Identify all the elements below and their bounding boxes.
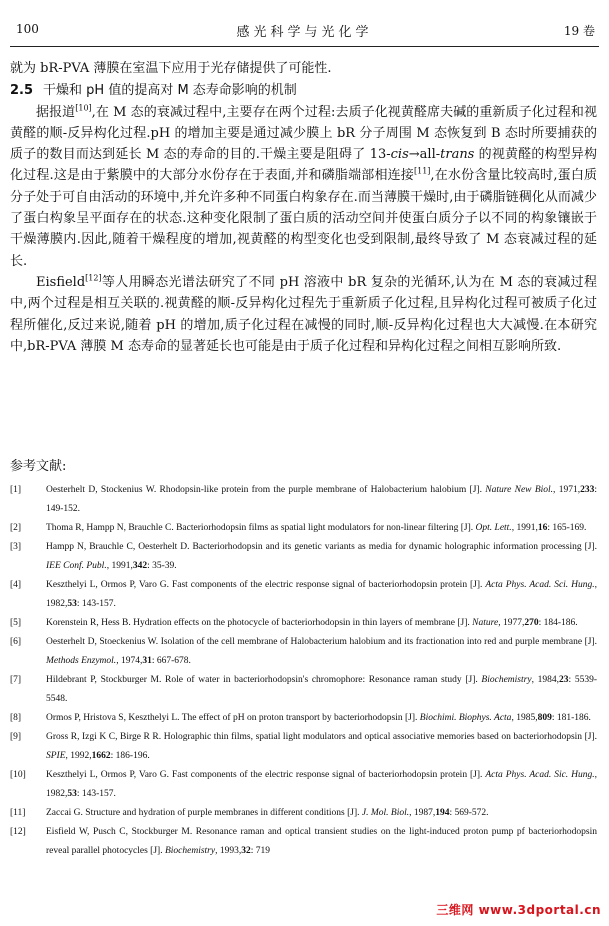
reference-text: Oesterhelt D, Stoeckenius W. Isolation of the cell membrane of Halobacterium halobium and its fractionation into red and purple membrane [J]. (46, 637, 597, 647)
running-header (10, 18, 599, 47)
journal-name: 感光科学与光化学 (236, 25, 373, 40)
reference-item (10, 823, 597, 861)
reference-number: [8] (10, 713, 22, 723)
reference-volume: 53 (67, 599, 77, 609)
reference-number: [10] (10, 770, 26, 780)
reference-text: Hildebrant P, Stockburger M. Role of water in bacteriorhodopsin's chromophore: Resonance raman study [J]. (46, 675, 478, 685)
reference-item (10, 671, 597, 709)
reference-journal: Acta Phys. Acad. Sic. Hung. (485, 770, 595, 780)
reference-year: , 1985, (511, 713, 538, 723)
reference-number: [5] (10, 618, 22, 628)
reference-text: Eisfield W, Pusch C, Stockburger M. Resonance raman and optical transient studies on the light-induced proton pump pf bacteriorhodopsin reveal parallel photocycles [J]. (46, 827, 597, 856)
reference-number: [12] (10, 827, 26, 837)
references-title: 参考文献: (10, 459, 67, 474)
reference-journal: Nature (472, 618, 499, 628)
reference-item (10, 538, 597, 576)
reference-number: [1] (10, 485, 22, 495)
reference-number: [11] (10, 808, 26, 818)
reference-volume: 23 (559, 675, 569, 685)
reference-text: Gross R, Izgi K C, Birge R R. Holographic thin films, spatial light modulators and optical associative memories based on bacteriorhodopsin [J]. (46, 732, 597, 742)
reference-item (10, 481, 597, 519)
section-title: 干燥和 pH 值的提高对 M 态寿命影响的机制 (43, 83, 297, 99)
article-body (10, 58, 597, 357)
reference-pages: : 5539-5548. (46, 675, 597, 704)
section-heading (10, 80, 597, 101)
cis-term: cis (390, 147, 409, 163)
reference-text: Korenstein R, Hess B. Hydration effects on the photocycle of bacteriorhodopsin in thin layers of membrane [J]. (46, 618, 470, 628)
reference-journal: Biochemistry (164, 846, 216, 856)
reference-year: , 1987, (409, 808, 436, 818)
reference-volume: 270 (524, 618, 539, 628)
citation-12: [12] (85, 273, 102, 283)
reference-pages: : 149-152. (46, 485, 598, 514)
reference-item (10, 614, 597, 633)
watermark: 三维网 www.3dportal.cn (436, 903, 601, 917)
reference-year: , 1982, (46, 770, 597, 799)
reference-item (10, 766, 597, 804)
reference-text: Keszthelyi L, Ormos P, Varo G. Fast components of the electric response signal of bacteriorhodopsin protein [J]. (46, 580, 483, 590)
reference-pages: : 186-196. (110, 751, 150, 761)
reference-number: [9] (10, 732, 22, 742)
reference-journal: IEE Conf. Publ. (46, 561, 107, 571)
paragraph-eisfield: Eisfield[12]等人用瞬态光谱法研究了不同 pH 溶液中 bR 复杂的光循环,认为在 M 态的衰减过程中,两个过程是相互关联的.视黄醛的顺-反异构化过程先于重新质子化过程,且异构化过程可被质子化过程所催化,反过来说,随着 pH 的增加,质子化过程在减慢的同时,顺-反异构化过程也大大减慢.在本研究中,bR-PVA 薄膜 M 态寿命的显著延长也可能是由于质子化过程和异构化过程之间相互影响所致. (10, 273, 597, 354)
reference-volume: 53 (67, 789, 77, 799)
reference-volume: 233 (580, 485, 595, 495)
volume-label: 19 卷 (563, 24, 595, 38)
reference-pages: : 165-169. (547, 523, 587, 533)
reference-volume: 31 (142, 656, 152, 666)
reference-volume: 16 (537, 523, 548, 533)
reference-pages: : 569-572. (449, 808, 489, 818)
reference-number: [7] (10, 675, 22, 685)
reference-list (10, 481, 597, 861)
reference-item (10, 576, 597, 614)
reference-text: Zaccai G. Structure and hydration of purple membranes in different conditions [J]. (46, 808, 360, 818)
reference-item (10, 728, 597, 766)
reference-journal: Nature New Biol. (485, 485, 554, 495)
reference-volume: 32 (241, 846, 251, 856)
reference-journal: Biochimi. Biophys. Acta (419, 713, 512, 723)
reference-pages: : 667-678. (151, 656, 191, 666)
section-number: 2.5 (10, 83, 34, 99)
reference-year: , 1991, (106, 561, 133, 571)
reference-year: , 1974, (116, 656, 143, 666)
reference-number: [6] (10, 637, 22, 647)
reference-text: Thoma R, Hampp N, Brauchle C. Bacteriorhodopsin films as spatial light modulators for non-linear filtering [J]. (46, 523, 474, 533)
reference-year: , 1991, (511, 523, 538, 533)
paragraph-mechanism: 据报道[10],在 M 态的衰减过程中,主要存在两个过程:去质子化视黄醛席夫碱的重新质子化过程和视黄醛的顺-反异构化过程.pH 的增加主要是通过减少膜上 bR 分子周围 M 态恢复到 B 态时所要捕获的质子的数目而达到延长 M 态的寿命的目的.干燥主要是阻碍了 13-cis→all-trans 的视黄醛的构型异构化过程.这是由于紫膜中的大部分水份存在于表面,并和磷脂端部相连接[11],在水份含量比较高时,蛋白质分子处于可自由活动的环境中,并允许多种不同蛋白构象存在.而当薄膜干燥时,由于磷脂链稠化从而减少了蛋白构象呈平面存在的状态.这种变化限制了蛋白质的活动空间并使蛋白质分子以不同的构象镶嵌于干燥薄膜内.因此,随着干燥程度的增加,视黄醛的构型变化也受到限制,最终导致了 M 态衰减过程的延长. (10, 103, 598, 269)
reference-journal: Biochemistry (481, 675, 532, 685)
reference-number: [2] (10, 523, 22, 533)
page-number: 100 (16, 22, 39, 36)
reference-year: , 1984, (531, 675, 559, 685)
reference-journal: Methods Enzymol. (46, 656, 117, 666)
reference-text: Oesterhelt D, Stockenius W. Rhodopsin-like protein from the purple membrane of Halobacterium halobium [J]. (46, 485, 482, 495)
reference-pages: : 184-186. (538, 618, 578, 628)
reference-pages: : 181-186. (551, 713, 591, 723)
reference-item (10, 709, 597, 728)
reference-number: [3] (10, 542, 22, 552)
reference-pages: : 719 (250, 846, 270, 856)
reference-year: , 1971, (553, 485, 581, 495)
reference-journal: SPIE (46, 751, 66, 761)
reference-item (10, 633, 597, 671)
reference-item (10, 519, 597, 538)
reference-year: , 1977, (498, 618, 525, 628)
reference-volume: 342 (132, 561, 148, 571)
reference-year: , 1993, (215, 846, 242, 856)
reference-pages: : 35-39. (147, 561, 177, 571)
reference-pages: : 143-157. (76, 789, 116, 799)
reference-text: Hampp N, Brauchle C, Oesterhelt D. Bacteriorhodopsin and its genetic variants as media for dynamic holographic information processing [J]. (46, 542, 597, 552)
citation-10: [10] (75, 103, 92, 113)
reference-number: [4] (10, 580, 22, 590)
trans-term: trans (440, 147, 475, 163)
citation-11: [11] (414, 167, 431, 177)
reference-year: , 1982, (46, 580, 597, 609)
reference-item (10, 804, 597, 823)
reference-text: Ormos P, Hristova S, Keszthelyi L. The effect of pH on proton transport by bacteriorhodopsin [J]. (46, 713, 418, 723)
reference-volume: 194 (435, 808, 450, 818)
reference-year: , 1992, (65, 751, 92, 761)
reference-journal: J. Mol. Biol. (361, 808, 410, 818)
reference-pages: : 143-157. (76, 599, 116, 609)
reference-journal: Opt. Lett. (475, 523, 512, 533)
reference-text: Keszthelyi L, Ormos P, Varo G. Fast components of the electric response signal of bacteriorhodopsin protein [J]. (46, 770, 483, 780)
reference-volume: 809 (537, 713, 552, 723)
paragraph-intro: 就为 bR-PVA 薄膜在室温下应用于光存储提供了可能性. (10, 61, 332, 76)
reference-volume: 1662 (91, 751, 111, 761)
reference-journal: Acta Phys. Acad. Sci. Hung. (485, 580, 595, 590)
